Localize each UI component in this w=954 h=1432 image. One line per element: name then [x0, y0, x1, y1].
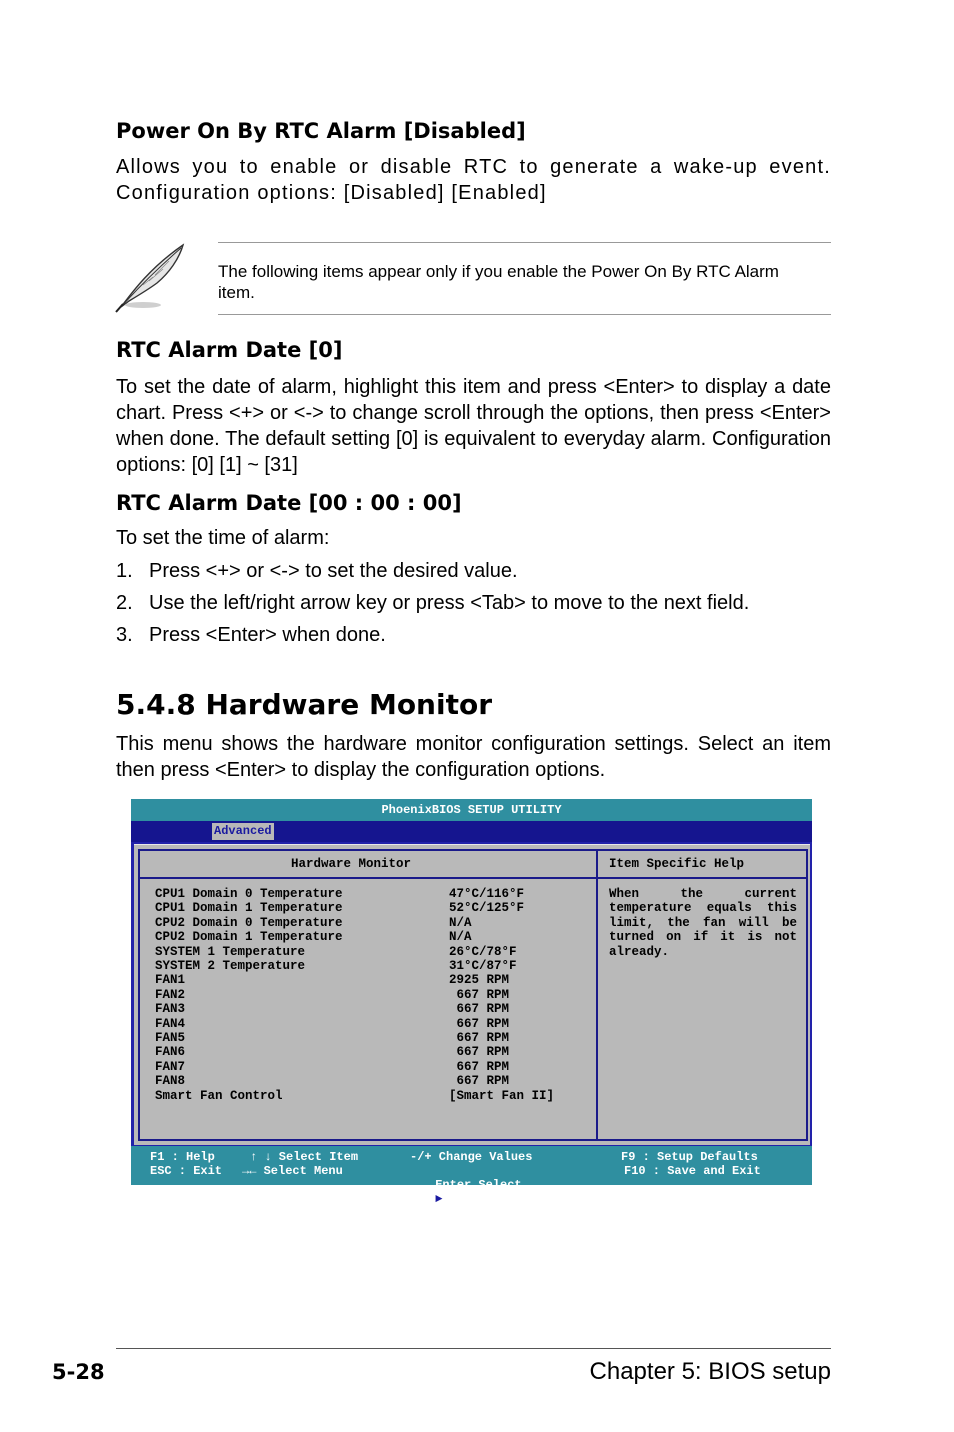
- bios-item-value: 52°C/125°F: [449, 901, 525, 916]
- heading-hardware-monitor: 5.4.8 Hardware Monitor: [116, 688, 493, 721]
- bios-item-label: FAN2: [155, 987, 186, 1002]
- step-text: Press <Enter> when done.: [149, 624, 386, 646]
- bios-item-value: 31°C/87°F: [449, 959, 517, 973]
- bios-menubar: [131, 821, 812, 842]
- hardware-monitor-header: Hardware Monitor: [291, 857, 412, 871]
- rtc-time-intro: To set the time of alarm:: [116, 527, 330, 549]
- bios-item-label: SYSTEM 2 Temperature: [155, 959, 306, 973]
- step-text: Press <+> or <-> to set the desired value.: [149, 560, 518, 582]
- bios-item-value: [Smart Fan II]: [449, 1088, 555, 1103]
- heading-rtc-alarm-time: RTC Alarm Date [00 : 00 : 00]: [116, 491, 462, 515]
- help-text: When the current temperature equals this limit, the fan will be turned on if it is not already.: [609, 887, 797, 959]
- help-pane: [596, 849, 808, 1141]
- tab-advanced[interactable]: Advanced: [214, 824, 272, 838]
- bios-item-value: 667 RPM: [449, 1059, 510, 1074]
- pane-header: [140, 851, 596, 879]
- bios-item-value: 2925 RPM: [449, 973, 510, 988]
- bios-item-label: FAN7: [155, 1059, 186, 1074]
- bios-item-label: FAN6: [155, 1045, 186, 1060]
- step-item: [116, 560, 518, 583]
- paragraph-power-on-rtc: Allows you to enable or disable RTC to generate a wake-up event. Configuration options: [Disabled] [Enabled]: [116, 156, 831, 204]
- note-top-rule: [218, 242, 831, 243]
- key-change-values: -/+ Change Values: [410, 1150, 533, 1164]
- pane-header: [598, 851, 806, 879]
- bios-item-value: 26°C/78°F: [449, 944, 517, 959]
- enter-select-label: Enter Select: [435, 1178, 522, 1192]
- bios-item-label: FAN5: [155, 1031, 186, 1045]
- key-select-menu: →← Select Menu: [242, 1164, 343, 1178]
- quill-note-icon: [113, 243, 187, 313]
- bios-body: [134, 844, 810, 1145]
- submenu-arrow-icon: ►: [435, 1192, 443, 1206]
- key-f1-help: F1 : Help: [150, 1150, 215, 1164]
- heading-rtc-alarm-date: RTC Alarm Date [0]: [116, 338, 343, 362]
- bios-item-label: FAN3: [155, 1002, 186, 1017]
- key-enter-select: [392, 1164, 522, 1234]
- bios-screen: [131, 799, 812, 1220]
- bios-item-label: CPU2 Domain 0 Temperature: [155, 915, 343, 930]
- bios-item-label: SYSTEM 1 Temperature: [155, 944, 306, 959]
- bios-item-label: CPU1 Domain 0 Temperature: [155, 887, 343, 901]
- hardware-monitor-pane: [138, 849, 598, 1141]
- page-number: 5-28: [52, 1360, 105, 1384]
- step-number: 1.: [116, 560, 133, 582]
- bios-item-value: 667 RPM: [449, 1045, 510, 1060]
- key-select-item: ↑ ↓ Select Item: [250, 1150, 359, 1164]
- paragraph-hardware-monitor: This menu shows the hardware monitor configuration settings. Select an item then press <Enter> to display the configuration options.: [116, 733, 831, 781]
- key-f10-save-exit: F10 : Save and Exit: [624, 1164, 761, 1178]
- sub-menu-label: Sub-menu: [435, 1206, 493, 1220]
- key-f9-setup-defaults: F9 : Setup Defaults: [621, 1150, 758, 1164]
- bios-item-value: N/A: [449, 930, 472, 945]
- bios-item-label: CPU1 Domain 1 Temperature: [155, 901, 343, 916]
- note-text: The following items appear only if you enable the Power On By RTC Alarm item.: [218, 262, 779, 302]
- bios-item-value: N/A: [449, 915, 472, 930]
- item-specific-help-header: Item Specific Help: [609, 857, 745, 871]
- bios-item-label: FAN4: [155, 1016, 186, 1031]
- bios-item-value: 667 RPM: [449, 1002, 510, 1017]
- bios-item-value: 667 RPM: [449, 1031, 510, 1045]
- bios-item-label: CPU2 Domain 1 Temperature: [155, 930, 343, 945]
- step-number: 2.: [116, 592, 133, 614]
- bios-footer-keys: [131, 1146, 812, 1220]
- footer-rule: [116, 1348, 831, 1349]
- paragraph-rtc-alarm-date: To set the date of alarm, highlight this item and press <Enter> to display a date chart. Press <+> or <-> to change scroll through the options, then press <Enter> when done. The default setting [0] is equivalent to everyday alarm. Configuration options: [0] [1] ~ [31]: [116, 376, 831, 476]
- heading-power-on-rtc: Power On By RTC Alarm [Disabled]: [116, 119, 526, 143]
- note-bottom-rule: [218, 314, 831, 315]
- bios-item-label: Smart Fan Control: [155, 1088, 283, 1103]
- step-number: 3.: [116, 624, 133, 646]
- bios-item-label: FAN1: [155, 973, 186, 988]
- bios-item-label: FAN8: [155, 1074, 186, 1089]
- bios-item-value: 47°C/116°F: [449, 887, 525, 901]
- key-esc-exit: ESC : Exit: [150, 1164, 223, 1178]
- bios-item-value: 667 RPM: [449, 987, 510, 1002]
- bios-item-value: 667 RPM: [449, 1016, 510, 1031]
- chapter-title: Chapter 5: BIOS setup: [589, 1358, 831, 1385]
- step-text: Use the left/right arrow key or press <Tab> to move to the next field.: [149, 592, 750, 614]
- bios-item-value: 667 RPM: [449, 1074, 510, 1089]
- step-item: [116, 592, 749, 615]
- step-item: [116, 624, 386, 647]
- bios-title: PhoenixBIOS SETUP UTILITY: [131, 799, 812, 821]
